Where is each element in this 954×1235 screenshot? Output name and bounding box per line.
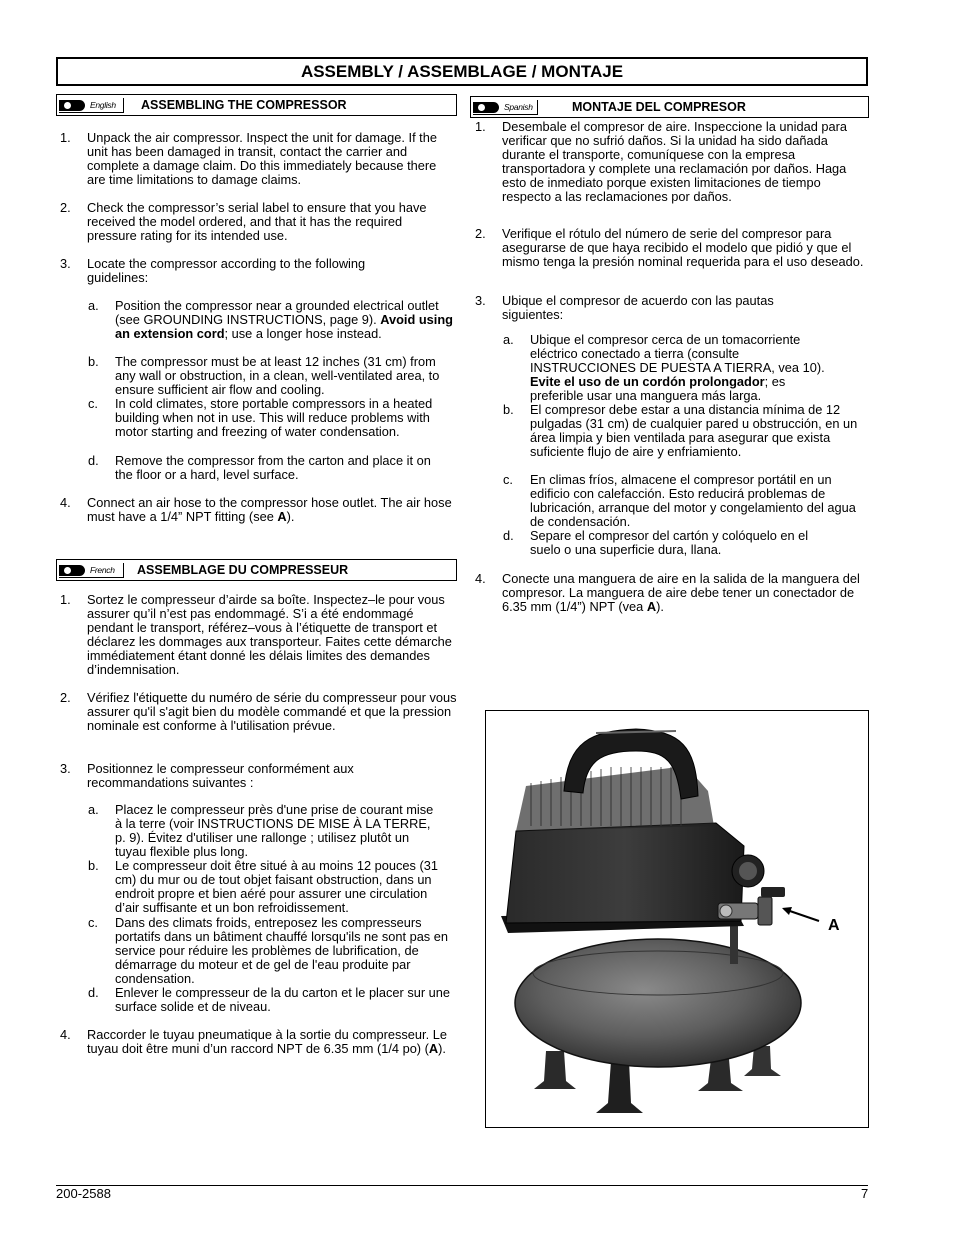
air-compressor-illustration <box>486 711 868 1127</box>
hand-pointer-icon <box>59 565 85 576</box>
hand-pointer-icon <box>59 100 85 111</box>
subitem-text: Separe el compresor del cartón y colóquelo en el suelo o una superficie dura, llana. <box>530 528 809 557</box>
subitem-letter: d. <box>88 985 99 1000</box>
subitem-letter: b. <box>88 858 99 873</box>
page-number: 7 <box>861 1186 869 1201</box>
subitem-text: Enlever le compresseur de la du carton et le placer sur une surface solide et de niveau. <box>115 985 451 1014</box>
subitem-text: Le compresseur doit être situé à au moins 12 pouces (31 cm) du mur ou de tout objet faisant obstruction, dans un endroit propre et bien aéré pour assurer une circulation d’air suffisante et un bon refroidissement. <box>115 858 438 915</box>
item-number: 1. <box>60 592 71 607</box>
section-title: ASSEMBLAGE DU COMPRESSEUR <box>137 563 349 577</box>
subitem-text: Dans des climats froids, entreposez les compresseurs portatifs dans un bâtiment chauffé lorsqu'ils ne sont pas en service pour réduire les problèmes de lubrification, de démarrage du moteur et de gel de l'eau produite par condensation. <box>115 915 449 986</box>
footer-divider <box>56 1185 868 1186</box>
item-number: 2. <box>475 226 486 241</box>
subitem-text: Position the compressor near a grounded electrical outlet (see GROUNDING INSTRUCTIONS, page 9). Avoid using an extension cord; use a longer hose instead. <box>115 298 453 341</box>
subitem-letter: c. <box>88 396 98 411</box>
section-header-spanish <box>470 96 869 118</box>
item-number: 4. <box>60 495 71 510</box>
language-tag-spanish <box>473 100 538 115</box>
language-label: French <box>90 565 115 575</box>
document-number: 200-2588 <box>56 1186 111 1201</box>
subitem-text: In cold climates, store portable compressors in a heated building when not in use. This will reduce problems with motor starting and freezing of water condensation. <box>115 396 433 439</box>
subitem-text: Ubique el compresor cerca de un tomacorriente eléctrico conectado a tierra (consulte INSTRUCCIONES DE PUESTA A TIERRA, vea 10). Evite el uso de un cordón prolongador; es preferible usar una manguera más larga. <box>530 332 825 403</box>
item-number: 3. <box>60 256 71 271</box>
item-text: Locate the compressor according to the following guidelines: <box>87 256 366 285</box>
language-tag-english <box>59 98 124 113</box>
item-number: 3. <box>475 293 486 308</box>
subitem-letter: a. <box>88 298 99 313</box>
item-text: Check the compressor’s serial label to ensure that you have received the model ordered, and that it has the required pressure rating for its intended use. <box>87 200 427 243</box>
item-text: Verifique el rótulo del número de serie del compresor para asegurarse de que haya recibido el modelo que pidió y que el mismo tenga la presión nominal requerida para el uso deseado. <box>502 226 864 269</box>
language-label: Spanish <box>504 102 533 112</box>
item-number: 4. <box>475 571 486 586</box>
language-tag-french <box>59 563 124 578</box>
item-text: Positionnez le compresseur conformément aux recommandations suivantes : <box>87 761 354 790</box>
item-text: Desembale el compresor de aire. Inspeccione la unidad para verificar que no sufrió daños. Si la unidad ha sido dañada durante el transporte, comuníquese con la empresa transportadora y complete una reclamación por daños. Haga esto de inmediato porque existen limitaciones de tiempo respecto a las reclamaciones por daños. <box>502 119 848 204</box>
item-number: 1. <box>475 119 486 134</box>
language-label: English <box>90 100 116 110</box>
item-text: Raccorder le tuyau pneumatique à la sortie du compresseur. Le tuyau doit être muni d’un raccord NPT de 6.35 mm (1/4 po) (A). <box>87 1027 447 1056</box>
item-text: Vérifiez l'étiquette du numéro de série du compresseur pour vous assurer qu'il s'agit bien du modèle commandé et que la pression nominale est conforme à l'utilisation prévue. <box>87 690 457 733</box>
item-text: Ubique el compresor de acuerdo con las pautas siguientes: <box>502 293 774 322</box>
subitem-letter: c. <box>503 472 513 487</box>
subitem-text: Placez le compresseur près d'une prise de courant mise à la terre (voir INSTRUCTIONS DE MISE À LA TERRE, p. 9). Évitez d'utiliser une rallonge ; utilisez plutôt un tuyau flexible plus long. <box>115 802 434 859</box>
item-number: 2. <box>60 200 71 215</box>
subitem-letter: b. <box>88 354 99 369</box>
subitem-letter: a. <box>88 802 99 817</box>
hand-pointer-icon <box>473 102 499 113</box>
subitem-letter: d. <box>88 453 99 468</box>
subitem-text: El compresor debe estar a una distancia mínima de 12 pulgadas (31 cm) de cualquier pared u obstrucción, en un área limpia y bien ventilada para asegurar que exista suficiente flujo de aire y enfriamiento. <box>530 402 858 459</box>
item-text: Conecte una manguera de aire en la salida de la manguera del compresor. La manguera de aire debe tener un conectador de 6.35 mm (1/4”) NPT (vea A). <box>502 571 860 614</box>
item-number: 2. <box>60 690 71 705</box>
item-number: 1. <box>60 130 71 145</box>
subitem-text: En climas fríos, almacene el compresor portátil en un edificio con calefacción. Esto reducirá problemas de lubricación, arranque del motor y congelamiento del agua de condensación. <box>530 472 856 529</box>
item-number: 3. <box>60 761 71 776</box>
section-header-french <box>56 559 457 581</box>
subitem-text: Remove the compressor from the carton and place it on the floor or a hard, level surface. <box>115 453 431 482</box>
compressor-figure <box>485 710 869 1128</box>
item-number: 4. <box>60 1027 71 1042</box>
section-header-english <box>56 94 457 116</box>
subitem-text: The compressor must be at least 12 inches (31 cm) from any wall or obstruction, in a clean, well-ventilated area, to ensure sufficient air flow and cooling. <box>115 354 440 397</box>
item-text: Connect an air hose to the compressor hose outlet. The air hose must have a 1/4” NPT fitting (see A). <box>87 495 452 524</box>
item-text: Sortez le compresseur d’airde sa boîte. Inspectez–le pour vous assurer qu’il n’est pas endommagé. S’i a été endommagé pendant le transport, référez–vous à l’étiquette de transport et déclarez les dommages aux transporteur. Faites cette démarche immédiatement étant donné les délais limites des demandes d’indemnisation. <box>87 592 452 677</box>
section-title: ASSEMBLING THE COMPRESSOR <box>141 98 347 112</box>
page-title: ASSEMBLY / ASSEMBLAGE / MONTAJE <box>56 57 868 86</box>
subitem-letter: c. <box>88 915 98 930</box>
callout-label-a: A <box>828 917 840 934</box>
subitem-letter: d. <box>503 528 514 543</box>
subitem-letter: b. <box>503 402 514 417</box>
subitem-letter: a. <box>503 332 514 347</box>
item-text: Unpack the air compressor. Inspect the unit for damage. If the unit has been damaged in transit, contact the carrier and complete a damage claim. Do this immediately because there are time limitations to damage claims. <box>87 130 437 187</box>
section-title: MONTAJE DEL COMPRESOR <box>572 100 746 114</box>
